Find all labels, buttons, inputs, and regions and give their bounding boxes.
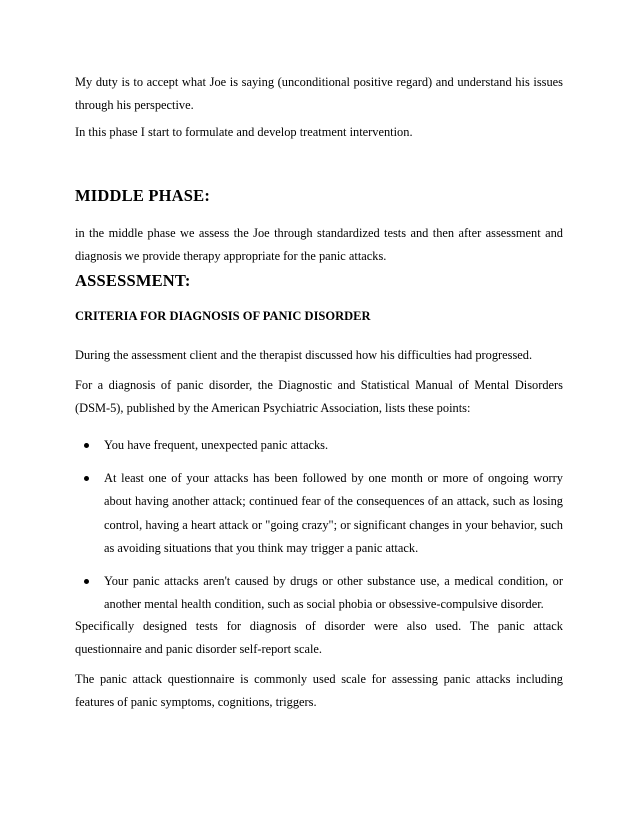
intro-paragraph-2: In this phase I start to formulate and develop treatment intervention.	[75, 125, 413, 139]
assessment-paragraph-1: During the assessment client and the therapist discussed how his difficulties had progressed.	[75, 348, 533, 362]
list-item	[75, 467, 563, 561]
list-item-text: You have frequent, unexpected panic attacks.	[104, 438, 329, 452]
list-item	[75, 570, 563, 617]
list-item-text: At least one of your attacks has been followed by one month or more of ongoing worry about having another attack; continued fear of the consequences of an attack, such as losing control, having a heart attack or "going crazy"; or significant changes in your behavior, such as avoiding situations that you think may trigger a panic attack.	[104, 470, 563, 555]
tests-paragraph: Specifically designed tests for diagnosis of disorder were also used. The panic attack questionnaire and panic disorder self-report scale.	[75, 619, 563, 656]
middle-phase-paragraph: in the middle phase we assess the Joe through standardized tests and then after assessment and diagnosis we provide therapy appropriate for the panic attacks.	[75, 226, 563, 263]
list-item-text: Your panic attacks aren't caused by drugs or other substance use, a medical condition, or another mental health condition, such as social phobia or obsessive-compulsive disorder.	[104, 573, 563, 611]
bullet-dot-icon	[84, 476, 89, 481]
bullet-dot-icon	[84, 443, 89, 448]
criteria-heading: CRITERIA FOR DIAGNOSIS OF PANIC DISORDER	[75, 309, 371, 323]
questionnaire-paragraph: The panic attack questionnaire is commonly used scale for assessing panic attacks including features of panic symptoms, cognitions, triggers.	[75, 672, 563, 709]
assessment-paragraph-2: For a diagnosis of panic disorder, the Diagnostic and Statistical Manual of Mental Disorders (DSM-5), published by the American Psychiatric Association, lists these points:	[75, 378, 563, 415]
bullet-dot-icon	[84, 579, 89, 584]
assessment-heading: ASSESSMENT:	[75, 271, 191, 290]
intro-paragraph-1: My duty is to accept what Joe is saying (unconditional positive regard) and understand his issues through his perspective.	[75, 75, 563, 112]
criteria-list	[75, 434, 563, 626]
list-item	[75, 434, 563, 458]
middle-phase-heading: MIDDLE PHASE:	[75, 186, 211, 205]
document-page	[75, 0, 563, 826]
